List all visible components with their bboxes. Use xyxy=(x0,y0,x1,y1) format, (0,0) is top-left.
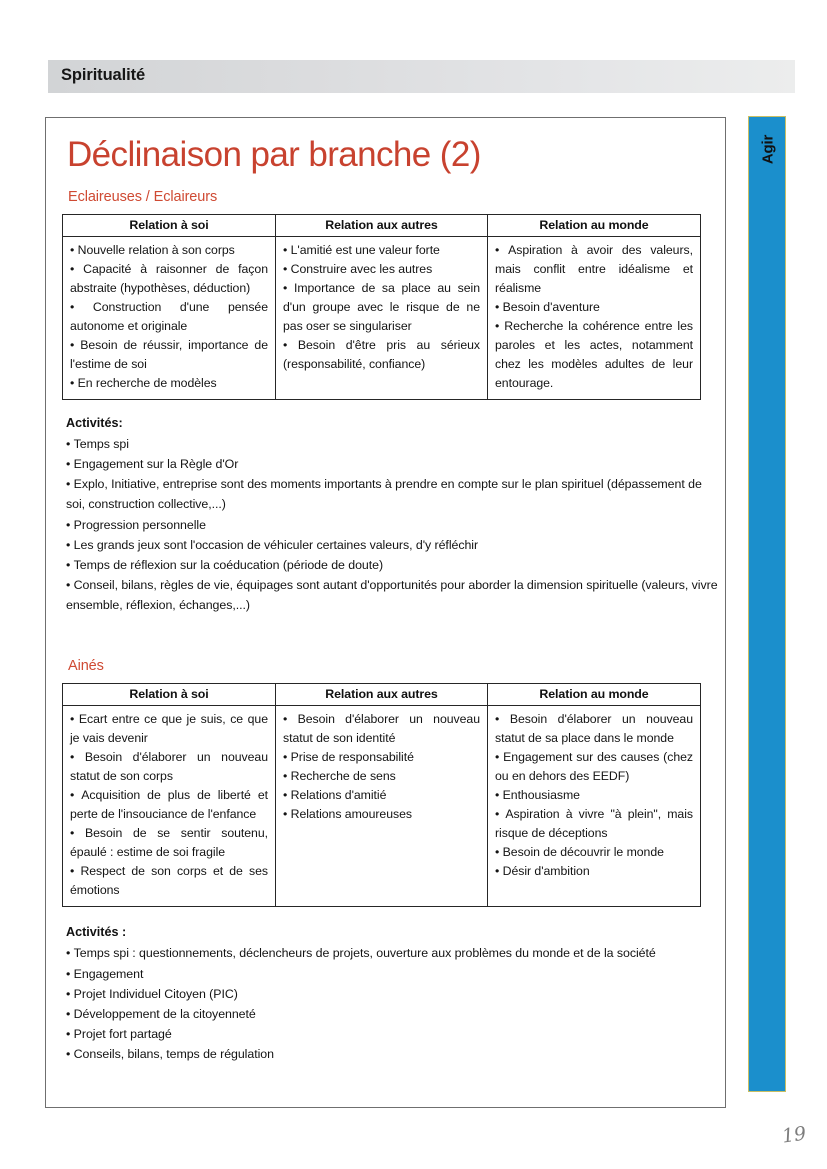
list-item: • Recherche la cohérence entre les paroles et les actes, notamment chez les modèles adultes de leur entourage. xyxy=(495,317,693,393)
list-item: • Besoin d'élaborer un nouveau statut de son corps xyxy=(70,748,268,786)
page-number: 19 xyxy=(780,1122,808,1148)
bullet-list xyxy=(70,710,268,900)
activities-list xyxy=(66,434,721,615)
list-item: • Progression personnelle xyxy=(66,515,721,535)
cell-relation-au-monde xyxy=(488,705,701,906)
activities-block-aines xyxy=(66,925,721,1064)
list-item: • Temps spi xyxy=(66,434,721,454)
list-item: • Enthousiasme xyxy=(495,786,693,805)
list-item: • Projet fort partagé xyxy=(66,1024,721,1044)
section-header-band xyxy=(48,60,795,93)
table-row xyxy=(63,236,701,399)
list-item: • Acquisition de plus de liberté et perte de l'insouciance de l'enfance xyxy=(70,786,268,824)
side-tab-agir[interactable] xyxy=(748,116,786,1092)
bullet-list xyxy=(495,241,693,393)
list-item: • Conseils, bilans, temps de régulation xyxy=(66,1044,721,1064)
list-item: • Construire avec les autres xyxy=(283,260,480,279)
page-title: Déclinaison par branche (2) xyxy=(67,135,481,174)
column-header-relation-a-soi: Relation à soi xyxy=(63,214,276,236)
list-item: • L'amitié est une valeur forte xyxy=(283,241,480,260)
list-item: • Besoin de réussir, importance de l'estime de soi xyxy=(70,336,268,374)
branch-heading-aines: Ainés xyxy=(68,657,104,674)
list-item: • Engagement xyxy=(66,964,721,984)
list-item: • En recherche de modèles xyxy=(70,374,268,393)
list-item: • Besoin de se sentir soutenu, épaulé : estime de soi fragile xyxy=(70,824,268,862)
list-item: • Besoin d'élaborer un nouveau statut de sa place dans le monde xyxy=(495,710,693,748)
cell-relation-a-soi xyxy=(63,236,276,399)
cell-relation-a-soi xyxy=(63,705,276,906)
relations-table-eclaireurs xyxy=(62,214,701,400)
content-card xyxy=(45,117,726,1108)
list-item: • Les grands jeux sont l'occasion de véhiculer certaines valeurs, d'y réfléchir xyxy=(66,535,721,555)
activities-list xyxy=(66,943,721,1064)
list-item: • Aspiration à avoir des valeurs, mais conflit entre idéalisme et réalisme xyxy=(495,241,693,298)
list-item: • Importance de sa place au sein d'un groupe avec le risque de ne pas oser se singulariser xyxy=(283,279,480,336)
bullet-list xyxy=(283,710,480,824)
column-header-relation-aux-autres: Relation aux autres xyxy=(276,214,488,236)
cell-relation-aux-autres xyxy=(276,236,488,399)
list-item: • Engagement sur des causes (chez ou en dehors des EEDF) xyxy=(495,748,693,786)
bullet-list xyxy=(70,241,268,393)
bullet-list xyxy=(283,241,480,374)
list-item: • Respect de son corps et de ses émotions xyxy=(70,862,268,900)
list-item: • Relations amoureuses xyxy=(283,805,480,824)
list-item: • Conseil, bilans, règles de vie, équipages sont autant d'opportunités pour aborder la dimension spirituelle (valeurs, vivre ensemble, réflexion, échanges,...) xyxy=(66,575,721,615)
list-item: • Besoin de découvrir le monde xyxy=(495,843,693,862)
table-row xyxy=(63,705,701,906)
column-header-relation-a-soi: Relation à soi xyxy=(63,683,276,705)
list-item: • Construction d'une pensée autonome et originale xyxy=(70,298,268,336)
activities-block-eclaireurs xyxy=(66,416,721,615)
list-item: • Recherche de sens xyxy=(283,767,480,786)
list-item: • Ecart entre ce que je suis, ce que je vais devenir xyxy=(70,710,268,748)
cell-relation-aux-autres xyxy=(276,705,488,906)
list-item: • Désir d'ambition xyxy=(495,862,693,881)
list-item: • Relations d'amitié xyxy=(283,786,480,805)
column-header-relation-aux-autres: Relation aux autres xyxy=(276,683,488,705)
list-item: • Prise de responsabilité xyxy=(283,748,480,767)
column-header-relation-au-monde: Relation au monde xyxy=(488,683,701,705)
side-tab-label: Agir xyxy=(759,134,777,165)
relations-table-aines xyxy=(62,683,701,907)
list-item: • Temps de réflexion sur la coéducation (période de doute) xyxy=(66,555,721,575)
list-item: • Besoin d'élaborer un nouveau statut de son identité xyxy=(283,710,480,748)
column-header-relation-au-monde: Relation au monde xyxy=(488,214,701,236)
table-header-row xyxy=(63,683,701,705)
list-item: • Besoin d'aventure xyxy=(495,298,693,317)
list-item: • Capacité à raisonner de façon abstraite (hypothèses, déduction) xyxy=(70,260,268,298)
activities-title: Activités : xyxy=(66,925,127,940)
section-title: Spiritualité xyxy=(61,66,146,84)
table-header-row xyxy=(63,214,701,236)
bullet-list xyxy=(495,710,693,881)
activities-title: Activités: xyxy=(66,416,123,431)
cell-relation-au-monde xyxy=(488,236,701,399)
list-item: • Engagement sur la Règle d'Or xyxy=(66,454,721,474)
branch-heading-eclaireurs: Eclaireuses / Eclaireurs xyxy=(68,188,218,205)
list-item: • Explo, Initiative, entreprise sont des moments importants à prendre en compte sur le plan spirituel (dépassement de soi, construction collective,...) xyxy=(66,474,721,514)
list-item: • Besoin d'être pris au sérieux (responsabilité, confiance) xyxy=(283,336,480,374)
list-item: • Projet Individuel Citoyen (PIC) xyxy=(66,984,721,1004)
list-item: • Temps spi : questionnements, déclencheurs de projets, ouverture aux problèmes du monde et de la société xyxy=(66,943,721,963)
list-item: • Développement de la citoyenneté xyxy=(66,1004,721,1024)
list-item: • Nouvelle relation à son corps xyxy=(70,241,268,260)
list-item: • Aspiration à vivre "à plein", mais risque de déceptions xyxy=(495,805,693,843)
